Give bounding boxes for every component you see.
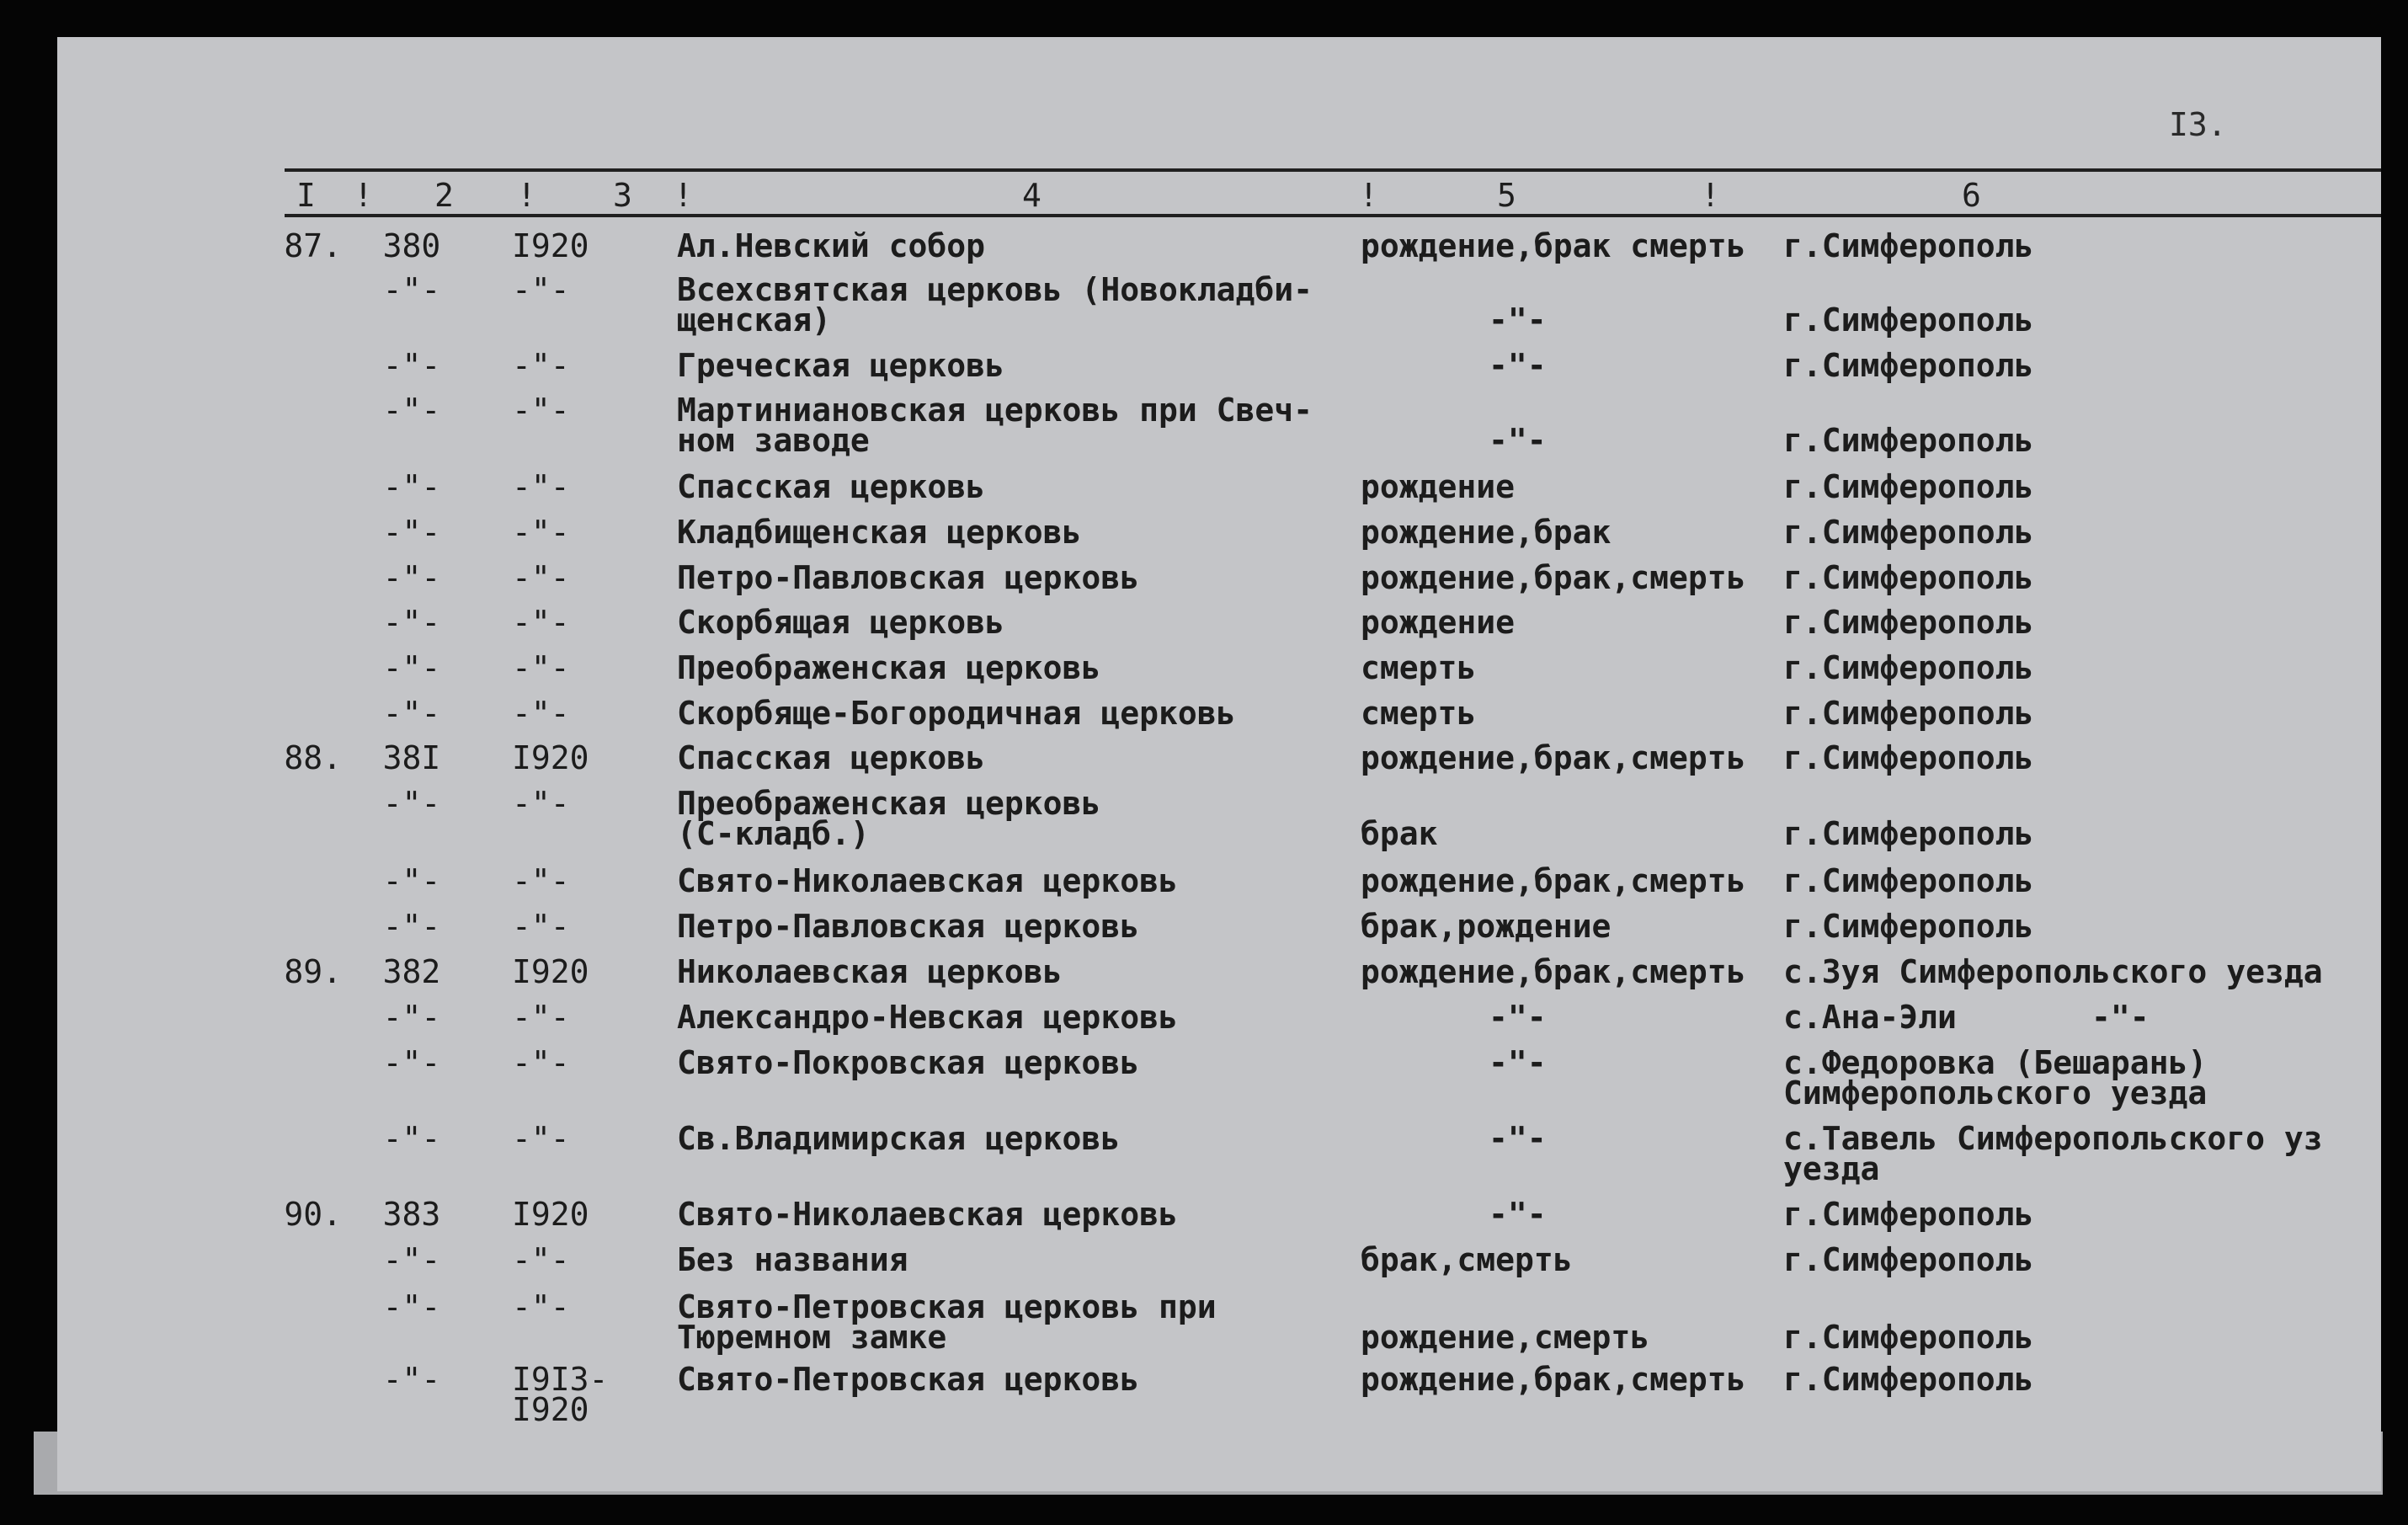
cell-fund: -"- xyxy=(382,649,441,686)
cell-church: Греческая церковь xyxy=(677,347,1004,384)
cell-place: г.Симферополь xyxy=(1783,739,2034,776)
cell-place: с.Тавель Симферопольского уз уезда xyxy=(1783,1120,2323,1187)
cell-fund: -"- xyxy=(382,695,441,732)
cell-records: -"- xyxy=(1489,1044,1547,1081)
page-number: I3. xyxy=(2169,106,2227,143)
cell-num: 88. xyxy=(284,739,342,776)
cell-records: рождение,брак смерть xyxy=(1361,227,1746,264)
cell-church: Свято-Покровская церковь xyxy=(677,1044,1140,1081)
cell-church: Скорбяще-Богородичная церковь xyxy=(677,695,1236,732)
cell-church: Свято-Николаевская церковь xyxy=(677,1196,1178,1233)
cell-church: Свято-Николаевская церковь xyxy=(677,862,1178,899)
cell-fund: -"- xyxy=(382,514,441,551)
cell-records: смерть xyxy=(1361,649,1477,686)
cell-church: Преображенская церковь xyxy=(677,649,1101,686)
cell-fund: -"- xyxy=(382,785,441,822)
header-col-4: 4 xyxy=(1022,177,1042,214)
cell-records: рождение,смерть xyxy=(1361,1319,1650,1356)
cell-year: -"- xyxy=(512,908,570,945)
cell-fund: 38I xyxy=(382,739,441,776)
cell-place: г.Симферополь xyxy=(1783,649,2034,686)
cell-church: Свято-Петровская церковь xyxy=(677,1361,1140,1398)
cell-year: -"- xyxy=(512,271,570,308)
cell-place: г.Симферополь xyxy=(1783,1319,2034,1356)
cell-fund: -"- xyxy=(382,468,441,505)
table-top-rule xyxy=(285,168,2381,172)
cell-records: рождение,брак,смерть xyxy=(1361,559,1746,596)
cell-church: Николаевская церковь xyxy=(677,953,1063,990)
cell-records: брак xyxy=(1361,815,1438,852)
cell-year: -"- xyxy=(512,604,570,641)
cell-year: I920 xyxy=(512,953,589,990)
cell-year: -"- xyxy=(512,392,570,429)
cell-place: г.Симферополь xyxy=(1783,559,2034,596)
cell-records: рождение,брак xyxy=(1361,514,1612,551)
cell-fund: -"- xyxy=(382,908,441,945)
cell-year: -"- xyxy=(512,347,570,384)
cell-place: г.Симферополь xyxy=(1783,815,2034,852)
cell-records: смерть xyxy=(1361,695,1477,732)
header-separator: ! xyxy=(354,177,373,214)
cell-place: г.Симферополь xyxy=(1783,1196,2034,1233)
cell-year: -"- xyxy=(512,862,570,899)
cell-records: -"- xyxy=(1489,347,1547,384)
cell-church: Свято-Петровская церковь при Тюремном замке xyxy=(677,1288,1217,1356)
cell-fund: -"- xyxy=(382,392,441,429)
cell-year: -"- xyxy=(512,999,570,1036)
cell-place: г.Симферополь xyxy=(1783,514,2034,551)
cell-year: -"- xyxy=(512,1120,570,1157)
cell-num: 87. xyxy=(284,227,342,264)
cell-fund: -"- xyxy=(382,999,441,1036)
cell-fund: -"- xyxy=(382,347,441,384)
cell-records: -"- xyxy=(1489,422,1547,459)
header-col-5: 5 xyxy=(1497,177,1516,214)
cell-year: -"- xyxy=(512,649,570,686)
cell-records: -"- xyxy=(1489,999,1547,1036)
cell-year: I920 xyxy=(512,739,589,776)
cell-fund: 383 xyxy=(382,1196,441,1233)
cell-church: Спасская церковь xyxy=(677,739,986,776)
cell-fund: -"- xyxy=(382,862,441,899)
cell-year: -"- xyxy=(512,695,570,732)
cell-church: Александро-Невская церковь xyxy=(677,999,1178,1036)
cell-church: Без названия xyxy=(677,1241,908,1278)
cell-year: -"- xyxy=(512,514,570,551)
cell-fund: -"- xyxy=(382,1241,441,1278)
table-header-rule xyxy=(285,214,2381,217)
cell-num: 89. xyxy=(284,953,342,990)
cell-records: рождение,брак,смерть xyxy=(1361,1361,1746,1398)
cell-place: г.Симферополь xyxy=(1783,908,2034,945)
cell-fund: -"- xyxy=(382,1288,441,1325)
cell-place: г.Симферополь xyxy=(1783,862,2034,899)
cell-church: Петро-Павловская церковь xyxy=(677,559,1140,596)
cell-place: г.Симферополь xyxy=(1783,604,2034,641)
cell-records: рождение xyxy=(1361,468,1516,505)
cell-fund: -"- xyxy=(382,559,441,596)
cell-church: Всехсвятская церковь (Новокладби- щенская) xyxy=(677,271,1313,339)
header-col-1: I xyxy=(296,177,316,214)
header-col-3: 3 xyxy=(613,177,632,214)
cell-place: с.Зуя Симферопольского уезда xyxy=(1783,953,2323,990)
cell-church: Спасская церковь xyxy=(677,468,986,505)
cell-records: брак,рождение xyxy=(1361,908,1612,945)
cell-year: -"- xyxy=(512,1044,570,1081)
cell-records: рождение,брак,смерть xyxy=(1361,862,1746,899)
cell-place: г.Симферополь xyxy=(1783,468,2034,505)
cell-place: г.Симферополь xyxy=(1783,695,2034,732)
cell-place: г.Симферополь xyxy=(1783,1361,2034,1398)
cell-year: I920 xyxy=(512,227,589,264)
cell-year: I9I3- I920 xyxy=(512,1361,609,1428)
cell-church: Скорбящая церковь xyxy=(677,604,1004,641)
cell-church: Преображенская церковь (С-кладб.) xyxy=(677,785,1101,852)
cell-records: -"- xyxy=(1489,1196,1547,1233)
cell-num: 90. xyxy=(284,1196,342,1233)
cell-year: I920 xyxy=(512,1196,589,1233)
cell-place: с.Ана-Эли -"- xyxy=(1783,999,2150,1036)
header-separator: ! xyxy=(517,177,536,214)
header-col-6: 6 xyxy=(1962,177,1981,214)
cell-records: -"- xyxy=(1489,1120,1547,1157)
cell-place: с.Федоровка (Бешарань) Симферопольского уезда xyxy=(1783,1044,2208,1112)
cell-fund: 382 xyxy=(382,953,441,990)
cell-church: Кладбищенская церковь xyxy=(677,514,1082,551)
cell-year: -"- xyxy=(512,1241,570,1278)
cell-fund: -"- xyxy=(382,1044,441,1081)
cell-place: г.Симферополь xyxy=(1783,422,2034,459)
cell-church: Мартиниановская церковь при Свеч- ном заводе xyxy=(677,392,1313,459)
cell-records: рождение xyxy=(1361,604,1516,641)
archive-page xyxy=(57,37,2381,1491)
cell-year: -"- xyxy=(512,1288,570,1325)
header-separator: ! xyxy=(674,177,693,214)
cell-year: -"- xyxy=(512,468,570,505)
cell-fund: -"- xyxy=(382,1120,441,1157)
header-separator: ! xyxy=(1701,177,1720,214)
cell-church: Петро-Павловская церковь xyxy=(677,908,1140,945)
cell-fund: -"- xyxy=(382,604,441,641)
cell-year: -"- xyxy=(512,785,570,822)
cell-place: г.Симферополь xyxy=(1783,347,2034,384)
cell-records: -"- xyxy=(1489,301,1547,339)
cell-fund: -"- xyxy=(382,1361,441,1398)
cell-church: Ал.Невский собор xyxy=(677,227,986,264)
cell-fund: 380 xyxy=(382,227,441,264)
cell-records: рождение,брак,смерть xyxy=(1361,739,1746,776)
cell-church: Св.Владимирская церковь xyxy=(677,1120,1121,1157)
cell-records: брак,смерть xyxy=(1361,1241,1573,1278)
cell-place: г.Симферополь xyxy=(1783,1241,2034,1278)
cell-fund: -"- xyxy=(382,271,441,308)
header-col-2: 2 xyxy=(434,177,454,214)
header-separator: ! xyxy=(1359,177,1378,214)
cell-year: -"- xyxy=(512,559,570,596)
cell-records: рождение,брак,смерть xyxy=(1361,953,1746,990)
cell-place: г.Симферополь xyxy=(1783,301,2034,339)
cell-place: г.Симферополь xyxy=(1783,227,2034,264)
